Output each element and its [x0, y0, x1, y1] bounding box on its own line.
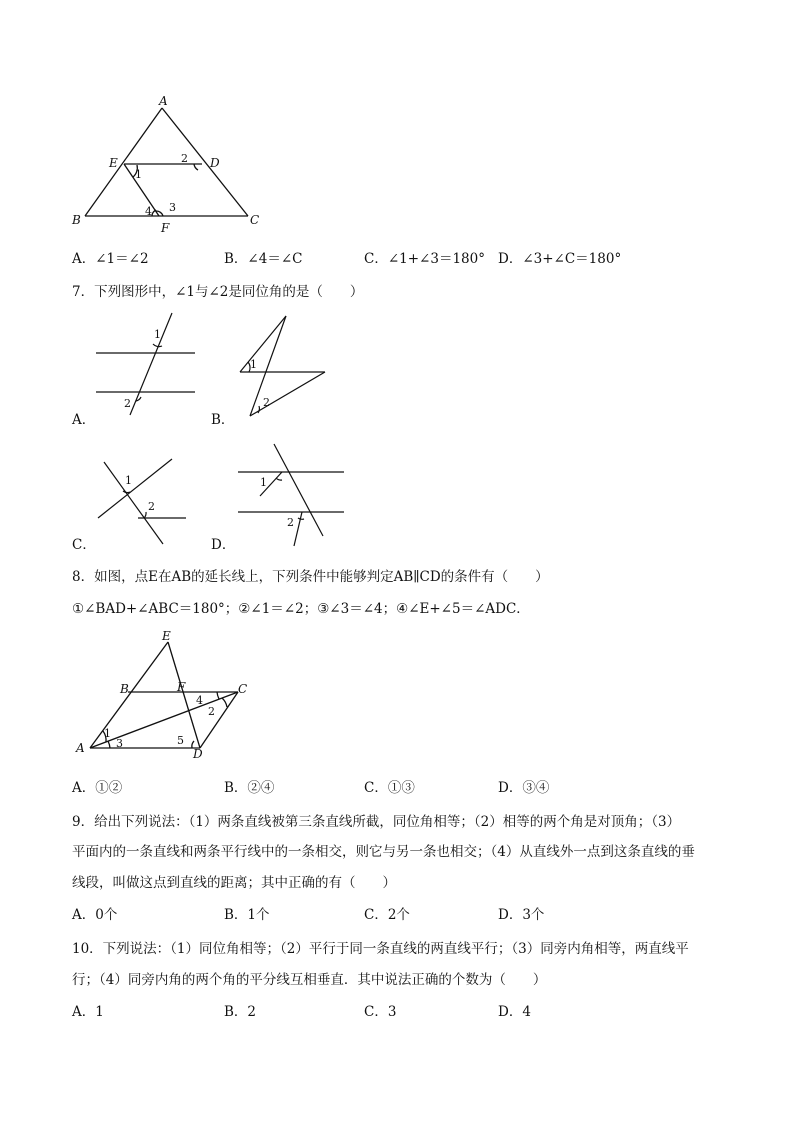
q6-angle-2: 2: [181, 152, 188, 165]
q8-stem: 8．如图，点E在AB的延长线上，下列条件中能够判定AB∥CD的条件有（ ）: [72, 569, 549, 585]
q7-figure-b: [230, 310, 340, 420]
q8-label-F: F: [177, 680, 186, 694]
q7-option-d: D．: [211, 537, 236, 553]
q7a-angle-2: 2: [124, 397, 131, 410]
q8-option-a: A．①②: [72, 780, 123, 796]
q9-option-a: A．0个: [72, 907, 118, 923]
q6-label-D: D: [210, 156, 220, 170]
q7d-angle-1: 1: [260, 476, 267, 489]
q10-line-2: 行；（4）同旁内角的两个角的平分线互相垂直．其中说法正确的个数为（ ）: [72, 972, 547, 988]
q7b-angle-1: 1: [250, 358, 257, 371]
q7d-angle-2: 2: [287, 516, 294, 529]
q6-option-c: C．∠1+∠3＝180°: [364, 251, 485, 267]
q7b-angle-2: 2: [263, 396, 270, 409]
q7-figure-a: [90, 310, 205, 420]
q9-option-c: C．2个: [364, 907, 410, 923]
q7c-angle-2: 2: [148, 500, 155, 513]
q7-stem: 7．下列图形中，∠1与∠2是同位角的是（ ）: [72, 284, 364, 300]
q9-line-3: 线段，叫做这点到直线的距离；其中正确的有（ ）: [72, 875, 396, 891]
q8-conditions: ①∠BAD+∠ABC＝180°；②∠1＝∠2；③∠3＝∠4；④∠E+∠5＝∠ADC．: [72, 601, 530, 617]
q8-angle-2: 2: [208, 705, 215, 718]
q8-label-D: D: [193, 747, 203, 761]
q10-option-b: B．2: [224, 1004, 257, 1020]
q8-label-C: C: [238, 682, 248, 696]
q8-figure: [70, 630, 270, 765]
q8-option-c: C．①③: [364, 780, 415, 796]
q10-option-d: D．4: [498, 1004, 531, 1020]
q6-label-E: E: [109, 156, 118, 170]
q8-angle-1: 1: [104, 727, 111, 740]
q9-line-2: 平面内的一条直线和两条平行线中的一条相交，则它与另一条也相交；（4）从直线外一点到这条直线的垂: [72, 844, 695, 860]
q9-option-d: D．3个: [498, 907, 545, 923]
q6-label-A: A: [159, 94, 168, 108]
q6-angle-3: 3: [169, 201, 176, 214]
q6-angle-1: 1: [135, 168, 142, 181]
q8-angle-5: 5: [177, 734, 184, 747]
q8-option-b: B．②④: [224, 780, 275, 796]
q9-line-1: 9．给出下列说法：（1）两条直线被第三条直线所截，同位角相等；（2）相等的两个角是对顶角；（3）: [72, 814, 681, 830]
q7-option-a: A．: [72, 412, 96, 428]
q7a-angle-1: 1: [154, 328, 161, 341]
q6-label-F: F: [161, 221, 170, 235]
q6-label-B: B: [72, 213, 81, 227]
q6-angle-4: 4: [145, 205, 152, 218]
q8-angle-4: 4: [196, 694, 203, 707]
q6-label-C: C: [250, 213, 260, 227]
q7-option-c: C．: [72, 537, 96, 553]
q7-option-b: B．: [211, 412, 235, 428]
q8-label-B: B: [120, 682, 129, 696]
q10-option-a: A．1: [72, 1004, 104, 1020]
q6-triangle-figure: [60, 90, 280, 240]
q7-figure-d: [232, 440, 352, 550]
q8-option-d: D．③④: [498, 780, 550, 796]
q8-label-A: A: [76, 741, 85, 755]
q10-line-1: 10．下列说法：（1）同位角相等；（2）平行于同一条直线的两直线平行；（3）同旁内角相等，两直线平: [72, 941, 689, 957]
q6-option-b: B．∠4＝∠C: [224, 251, 303, 267]
q8-angle-3: 3: [116, 737, 123, 750]
q6-option-d: D．∠3+∠C＝180°: [498, 251, 622, 267]
q7c-angle-1: 1: [125, 474, 132, 487]
q6-option-a: A．∠1＝∠2: [72, 251, 149, 267]
q10-option-c: C．3: [364, 1004, 397, 1020]
q8-label-E: E: [162, 629, 171, 643]
q7-figure-c: [90, 452, 200, 552]
q9-option-b: B．1个: [224, 907, 270, 923]
